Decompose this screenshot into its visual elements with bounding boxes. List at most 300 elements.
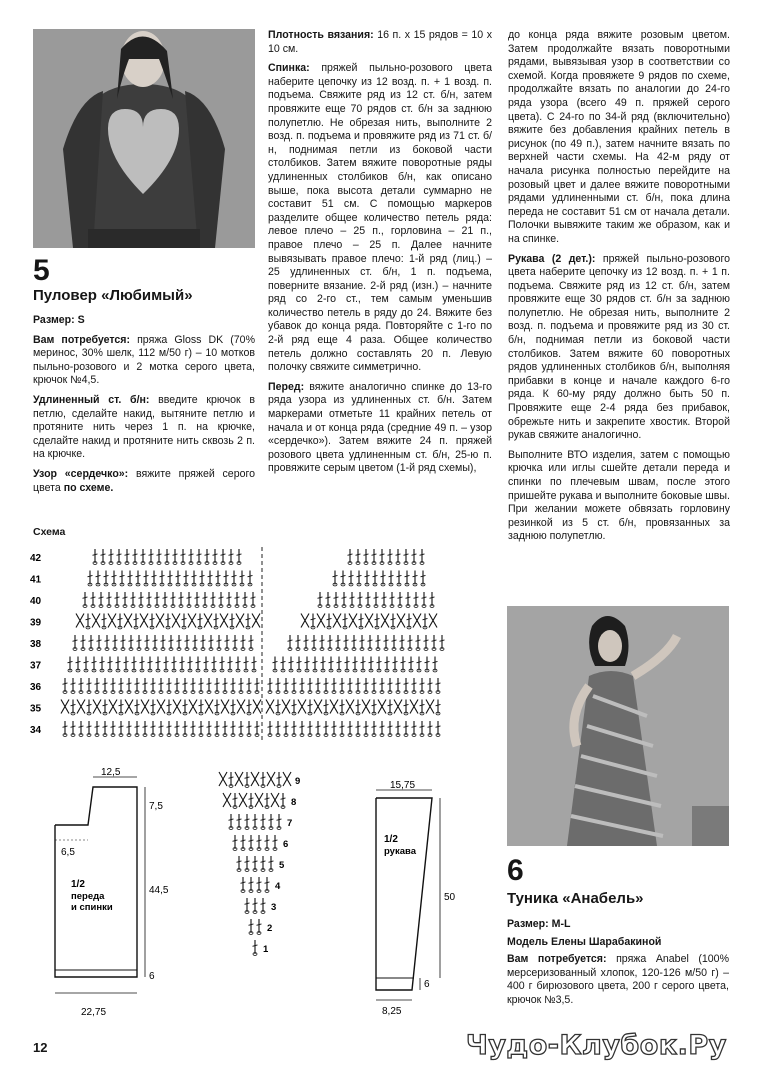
sleeve-dim-top: 15,75: [390, 780, 416, 791]
stitch-symbol: [425, 657, 430, 672]
stitch-symbol: [191, 721, 196, 736]
stitch-symbol: [118, 614, 123, 629]
stitch-symbol: [318, 592, 323, 607]
stitch-symbol: [216, 571, 221, 586]
stitch-symbol: [169, 635, 174, 650]
stitch-symbol: [284, 678, 289, 693]
stitch-symbol: [316, 721, 321, 736]
pattern5-size: Размер: S: [33, 314, 85, 326]
stitch-symbol: [369, 657, 374, 672]
body-label-3: и спинки: [71, 902, 113, 913]
stitch-symbol: [385, 657, 390, 672]
stitch-symbol: [390, 592, 395, 607]
stitch-symbol: [108, 614, 116, 628]
stitch-symbol: [267, 772, 275, 786]
stitch-symbol: [261, 898, 266, 913]
stitch-symbol: [223, 793, 231, 807]
stitch-symbol: [424, 635, 429, 650]
stitch-symbol: [388, 549, 393, 564]
stitch-symbol: [241, 835, 246, 850]
stitch-symbol: [261, 856, 266, 871]
stitch-symbol: [243, 592, 248, 607]
stitch-symbol: [140, 614, 148, 628]
stitch-symbol: [426, 700, 434, 714]
stitch-symbol: [215, 700, 220, 715]
stitch-symbol: [240, 571, 245, 586]
heart-row-label: 3: [271, 902, 277, 913]
stitch-symbol: [372, 721, 377, 736]
stitch-symbol: [261, 772, 266, 787]
stitch-symbol: [141, 700, 149, 714]
stitch-symbol: [423, 614, 428, 629]
stitch-symbol: [76, 614, 84, 628]
stitch-symbol: [246, 614, 251, 629]
heart-row-label: 7: [287, 818, 293, 829]
dim-top: 12,5: [101, 767, 121, 778]
stitch-symbol: [133, 549, 138, 564]
stitch-symbol: [204, 657, 209, 672]
stitch-symbol: [63, 678, 68, 693]
stitch-symbol: [247, 721, 252, 736]
chart-row-label: 35: [30, 703, 42, 715]
stitch-symbol: [95, 678, 100, 693]
chart-row-label: 41: [30, 574, 42, 586]
stitch-symbol: [420, 678, 425, 693]
stitch-symbol: [332, 721, 337, 736]
pattern6-size: Размер: M-L: [507, 918, 571, 930]
pattern5-heart: Узор «сердечко»: вяжите пряжей серого цвета по схеме.: [33, 467, 256, 494]
stitch-symbol: [436, 700, 441, 715]
heart-row-label: 6: [283, 839, 289, 850]
stitch-symbol: [139, 592, 144, 607]
stitch-symbol: [99, 592, 104, 607]
stitch-symbol: [281, 657, 286, 672]
stitch-symbol: [87, 721, 92, 736]
stitch-symbol: [239, 678, 244, 693]
stitch-symbol: [157, 549, 162, 564]
stitch-symbol: [221, 549, 226, 564]
stitch-symbol: [364, 549, 369, 564]
stitch-symbol: [159, 678, 164, 693]
stitch-symbol: [236, 614, 244, 628]
stitch-symbol: [249, 635, 254, 650]
body-schematic: [33, 765, 183, 1025]
stitch-symbol: [257, 919, 262, 934]
stitch-symbol: [124, 657, 129, 672]
stitch-symbol: [348, 678, 353, 693]
stitch-symbol: [185, 635, 190, 650]
stitch-symbol: [375, 614, 380, 629]
stitch-symbol: [327, 614, 332, 629]
stitch-symbol: [374, 592, 379, 607]
stitch-symbol: [89, 635, 94, 650]
stitch-symbol: [346, 700, 354, 714]
stitch-symbol: [84, 657, 89, 672]
stitch-symbol: [150, 614, 155, 629]
stitch-symbol: [308, 721, 313, 736]
stitch-symbol: [409, 657, 414, 672]
stitch-symbol: [229, 772, 234, 787]
stitch-symbol: [337, 657, 342, 672]
stitch-symbol: [183, 700, 188, 715]
stitch-symbol: [129, 635, 134, 650]
stitch-symbol: [225, 635, 230, 650]
stitch-symbol: [376, 635, 381, 650]
stitch-symbol: [161, 635, 166, 650]
stitch-symbol: [324, 678, 329, 693]
body-label-1: 1/2: [71, 879, 85, 890]
stitch-symbol: [401, 657, 406, 672]
stitch-symbol: [343, 614, 348, 629]
stitch-symbol: [326, 592, 331, 607]
stitch-symbol: [324, 700, 329, 715]
stitch-symbol: [410, 700, 418, 714]
body-label-2: переда: [71, 891, 105, 902]
stitch-symbol: [152, 571, 157, 586]
stitch-symbol: [329, 657, 334, 672]
sleeve-dim-height: 50: [444, 892, 456, 903]
stitch-symbol: [276, 700, 281, 715]
body-outline: [55, 787, 137, 977]
stitch-symbol: [420, 549, 425, 564]
chart-row-label: 36: [30, 682, 42, 693]
heart-row-label: 4: [275, 881, 281, 892]
stitch-symbol: [269, 814, 274, 829]
stitch-symbol: [359, 614, 364, 629]
stitch-symbol: [396, 721, 401, 736]
stitch-symbol: [211, 592, 216, 607]
stitch-symbol: [405, 571, 410, 586]
stitch-symbol: [199, 678, 204, 693]
stitch-symbol: [73, 635, 78, 650]
stitch-symbol: [244, 657, 249, 672]
stitch-symbol: [268, 678, 273, 693]
stitch-symbol: [104, 571, 109, 586]
stitch-symbol: [235, 772, 243, 786]
stitch-symbol: [233, 793, 238, 808]
stitch-symbol: [231, 678, 236, 693]
stitch-symbol: [205, 549, 210, 564]
stitch-symbol: [365, 614, 373, 628]
stitch-symbol: [156, 614, 164, 628]
stitch-symbol: [404, 721, 409, 736]
stitch-symbol: [413, 614, 421, 628]
stitch-symbol: [382, 592, 387, 607]
stitch-symbol: [167, 721, 172, 736]
stitch-symbol: [388, 721, 393, 736]
stitch-symbol: [353, 657, 358, 672]
stitch-symbol: [196, 657, 201, 672]
stitch-symbol: [252, 657, 257, 672]
stitch-symbol: [316, 678, 321, 693]
stitch-symbol: [230, 614, 235, 629]
stitch-symbol: [214, 614, 219, 629]
stitch-symbol: [91, 592, 96, 607]
stitch-symbol: [123, 592, 128, 607]
stitch-symbol: [68, 657, 73, 672]
stitch-symbol: [231, 721, 236, 736]
stitch-symbol: [276, 678, 281, 693]
pattern5-column-3: [508, 29, 730, 550]
stitch-symbol: [134, 614, 139, 629]
stitch-symbol: [71, 700, 76, 715]
stitch-symbol: [188, 614, 196, 628]
stitch-symbol: [277, 814, 282, 829]
heart-row-label: 1: [263, 944, 269, 955]
stitch-symbol: [212, 657, 217, 672]
pattern5-column-1: [33, 314, 255, 501]
stitch-symbol: [236, 657, 241, 672]
stitch-symbol: [159, 721, 164, 736]
stitch-symbol: [148, 657, 153, 672]
stitch-symbol: [248, 571, 253, 586]
stitch-symbol: [392, 635, 397, 650]
stitch-symbol: [231, 700, 236, 715]
stitch-symbol: [249, 919, 254, 934]
stitch-symbol: [173, 700, 181, 714]
chart-symbols: [61, 549, 445, 736]
stitch-symbol: [356, 678, 361, 693]
stitch-symbol: [95, 721, 100, 736]
stitch-symbol: [233, 635, 238, 650]
stitch-symbol: [96, 571, 101, 586]
stitch-symbol: [255, 678, 260, 693]
stitch-symbol: [308, 700, 313, 715]
stitch-symbol: [266, 700, 274, 714]
stitch-symbol: [143, 678, 148, 693]
stitch-symbol: [320, 635, 325, 650]
stitch-symbol: [413, 571, 418, 586]
stitch-symbol: [103, 678, 108, 693]
stitch-symbol: [127, 678, 132, 693]
stitch-symbol: [245, 856, 250, 871]
stitch-symbol: [81, 635, 86, 650]
stitch-symbol: [265, 835, 270, 850]
stitch-symbol: [147, 592, 152, 607]
stitch-symbol: [436, 721, 441, 736]
stitch-symbol: [223, 721, 228, 736]
heart-row-label: 2: [267, 923, 273, 934]
stitch-symbol: [176, 571, 181, 586]
stitch-symbol: [172, 614, 180, 628]
stitch-symbol: [357, 571, 362, 586]
stitch-symbol: [141, 549, 146, 564]
stitch-symbol: [105, 635, 110, 650]
stitch-symbol: [404, 700, 409, 715]
stitch-symbol: [215, 721, 220, 736]
stitch-symbol: [220, 614, 228, 628]
stitch-symbol: [297, 657, 302, 672]
pattern5-assembly: Выполните ВТО изделия, затем с помощью крючка или иглы сшейте детали переда и спинки по плечевым швам, после этого пришейте рукава и выполните боковые швы. При желании можете обвязать горловину резинкой из 5 ст. б/н, провязанных за заднюю полупетлю.: [508, 448, 730, 543]
chart-row-label: 37: [30, 660, 42, 672]
stitch-symbol: [188, 657, 193, 672]
stitch-symbol: [273, 835, 278, 850]
stitch-symbol: [400, 635, 405, 650]
stitch-symbol: [192, 571, 197, 586]
stitch-symbol: [345, 657, 350, 672]
dim-height: 44,5: [149, 885, 169, 896]
stitch-symbol: [215, 678, 220, 693]
stitch-symbol: [388, 678, 393, 693]
heart-row-label: 5: [279, 860, 285, 871]
stitch-symbol: [195, 592, 200, 607]
stitch-symbol: [88, 571, 93, 586]
stitch-symbol: [304, 635, 309, 650]
stitch-symbol: [87, 700, 92, 715]
stitch-symbol: [76, 657, 81, 672]
stitch-symbol: [145, 635, 150, 650]
pattern6-materials: Вам потребуется: пряжа Anabel (100% мерсеризованный хлопок, 120-126 м/50 г) – 400 г бирюзового цвета, 200 г серого цвета, крючок №3,5.: [507, 953, 729, 1006]
stitch-symbol: [239, 721, 244, 736]
stitch-symbol: [207, 721, 212, 736]
stitch-symbol: [149, 549, 154, 564]
stitch-symbol: [61, 700, 69, 714]
stitch-symbol: [191, 678, 196, 693]
stitch-symbol: [305, 657, 310, 672]
stitch-symbol: [233, 835, 238, 850]
stitch-symbol: [397, 571, 402, 586]
stitch-symbol: [249, 835, 254, 850]
stitch-symbol: [93, 549, 98, 564]
stitch-symbol: [235, 592, 240, 607]
stitch-symbol: [321, 657, 326, 672]
stitch-symbol: [172, 657, 177, 672]
stitch-symbol: [420, 700, 425, 715]
stitch-symbol: [221, 700, 229, 714]
stitch-symbol: [156, 657, 161, 672]
stitch-symbol: [119, 678, 124, 693]
stitch-symbol: [157, 700, 165, 714]
pattern6-model: Модель Елены Шарабакиной: [507, 935, 662, 948]
dim-rib: 6: [149, 971, 155, 982]
stitch-symbol: [237, 700, 245, 714]
heart-row-label: 9: [295, 776, 301, 787]
stitch-symbol: [93, 700, 101, 714]
stitch-symbol: [408, 635, 413, 650]
stitch-symbol: [372, 678, 377, 693]
stitch-symbol: [160, 571, 165, 586]
heart-chart-row-labels: [263, 776, 300, 955]
stitch-symbol: [113, 635, 118, 650]
pattern5-number: 5: [33, 254, 50, 287]
heart-row-label: 8: [291, 797, 297, 808]
stitch-symbol: [219, 592, 224, 607]
stitch-symbol: [193, 635, 198, 650]
stitch-symbol: [372, 700, 377, 715]
stitch-symbol: [103, 700, 108, 715]
pattern6-number: 6: [507, 854, 524, 887]
stitch-symbol: [219, 772, 227, 786]
stitch-symbol: [151, 721, 156, 736]
stitch-symbol: [332, 678, 337, 693]
stitch-symbol: [131, 592, 136, 607]
stitch-symbol: [300, 721, 305, 736]
stitch-symbol: [365, 571, 370, 586]
stitch-symbol: [143, 721, 148, 736]
stitch-symbol: [421, 571, 426, 586]
stitch-symbol: [223, 678, 228, 693]
stitch-symbol: [247, 678, 252, 693]
stitch-symbol: [393, 657, 398, 672]
stitch-symbol: [127, 721, 132, 736]
stitch-symbol: [348, 721, 353, 736]
stitch-symbol: [125, 549, 130, 564]
stitch-symbol: [391, 614, 396, 629]
stitch-symbol: [116, 657, 121, 672]
stitch-symbol: [288, 635, 293, 650]
stitch-symbol: [432, 635, 437, 650]
stitch-symbol: [119, 721, 124, 736]
stitch-symbol: [77, 700, 85, 714]
stitch-symbol: [341, 571, 346, 586]
stitch-symbol: [378, 700, 386, 714]
stitch-symbol: [281, 793, 286, 808]
stitch-symbol: [237, 856, 242, 871]
stitch-symbol: [292, 700, 297, 715]
stitch-symbol: [209, 635, 214, 650]
stitch-symbol: [342, 592, 347, 607]
stitch-symbol: [308, 678, 313, 693]
stitch-symbol: [433, 657, 438, 672]
stitch-symbol: [273, 657, 278, 672]
stitch-symbol: [377, 657, 382, 672]
stitch-symbol: [407, 614, 412, 629]
stitch-symbol: [115, 592, 120, 607]
stitch-symbol: [175, 678, 180, 693]
stitch-symbol: [199, 721, 204, 736]
stitch-symbol: [182, 614, 187, 629]
stitch-symbol: [229, 814, 234, 829]
sleeve-schematic: [360, 780, 470, 1030]
stitch-symbol: [101, 549, 106, 564]
pattern5-back: Спинка: пряжей пыльно-розового цвета наберите цепочку из 12 возд. п. + 1 возд. п. подъема. Свяжите ряд из 12 ст. б/н, затем провяжите еще 70 рядов ст. б/н за заднюю полупетлю. Не обрезая нить, выполните 2 возд. п. подъема и провяжите ряд из 71 ст. б/н, поднимая петли из боковой части столбиков. Затем вяжите поворотные ряды удлиненных столбиков б/н, как описано выше, пока высота детали суммарно не составит 51 см. С помощью маркеров разделите общее количество петель ряда: левое плечо – 25 п., горловина – 21 п., правое плечо – 25 п. Далее начните вывязывать правое плечо: 1-й ряд (лиц.) – 25 удлиненных ст. б/н, 1 п. подъема, поверните вязание. 2-й ряд (изн.) – начните ряд со 2-го ст., тем самым уменьшив количество петель в ряду до 24. Вяжите без убавок до конца ряда. Повторяйте с 1-го по 2-й ряд еще 4 раза. Общее количество петель должно составлять 20 п. Левую полочку свяжите симметрично.: [268, 62, 492, 374]
tunic-photo: [507, 606, 729, 846]
stitch-symbol: [177, 635, 182, 650]
stitch-symbol: [416, 635, 421, 650]
stitch-symbol: [189, 700, 197, 714]
stitch-symbol: [364, 721, 369, 736]
stitch-symbol: [180, 657, 185, 672]
stitch-symbol: [389, 571, 394, 586]
pattern5-sleeves: Рукава (2 дет.): пряжей пыльно-розового цвета наберите цепочку из 12 возд. п. + 1 п. подъема. Свяжите ряд из 12 ст. б/н, затем провяжите еще 30 рядов ст. б/н за заднюю полупетлю. Не обрезая нить, выполните 2 возд. п. подъема и провяжите ряд из 30 ст. б/н, поднимая петли из боковой части столбиков. Затем вяжите 60 поворотных рядов удлиненных столбиков б/н, выполняя прибавки в конце и начале каждого 6-го ряда. К 60-му ряду должно быть 50 п. Провяжите еще 2-4 ряда без прибавок, обрежьте нить и закрепите хвостик. Второй рукав свяжите аналогично.: [508, 252, 730, 442]
stitch-symbol: [173, 549, 178, 564]
stitch-symbol: [227, 592, 232, 607]
stitch-symbol: [135, 700, 140, 715]
stitch-symbol: [298, 700, 306, 714]
stitch-symbol: [224, 571, 229, 586]
stitch-symbol: [406, 592, 411, 607]
sleeve-label-1: 1/2: [384, 834, 398, 845]
stitch-symbol: [249, 793, 254, 808]
stitch-symbol: [151, 700, 156, 715]
stitch-symbol: [296, 635, 301, 650]
stitch-symbol: [183, 678, 188, 693]
stitch-symbol: [241, 877, 246, 892]
stitch-symbol: [183, 721, 188, 736]
stitch-symbol: [171, 592, 176, 607]
stitch-symbol: [301, 614, 309, 628]
stitch-symbol: [257, 877, 262, 892]
stitch-symbol: [109, 549, 114, 564]
stitch-symbol: [245, 814, 250, 829]
stitch-symbol: [368, 635, 373, 650]
stitch-symbol: [197, 549, 202, 564]
stitch-symbol: [334, 592, 339, 607]
dim-shoulder: 7,5: [149, 801, 163, 812]
stitch-symbol: [228, 657, 233, 672]
stitch-symbol: [92, 614, 100, 628]
stitch-symbol: [87, 678, 92, 693]
